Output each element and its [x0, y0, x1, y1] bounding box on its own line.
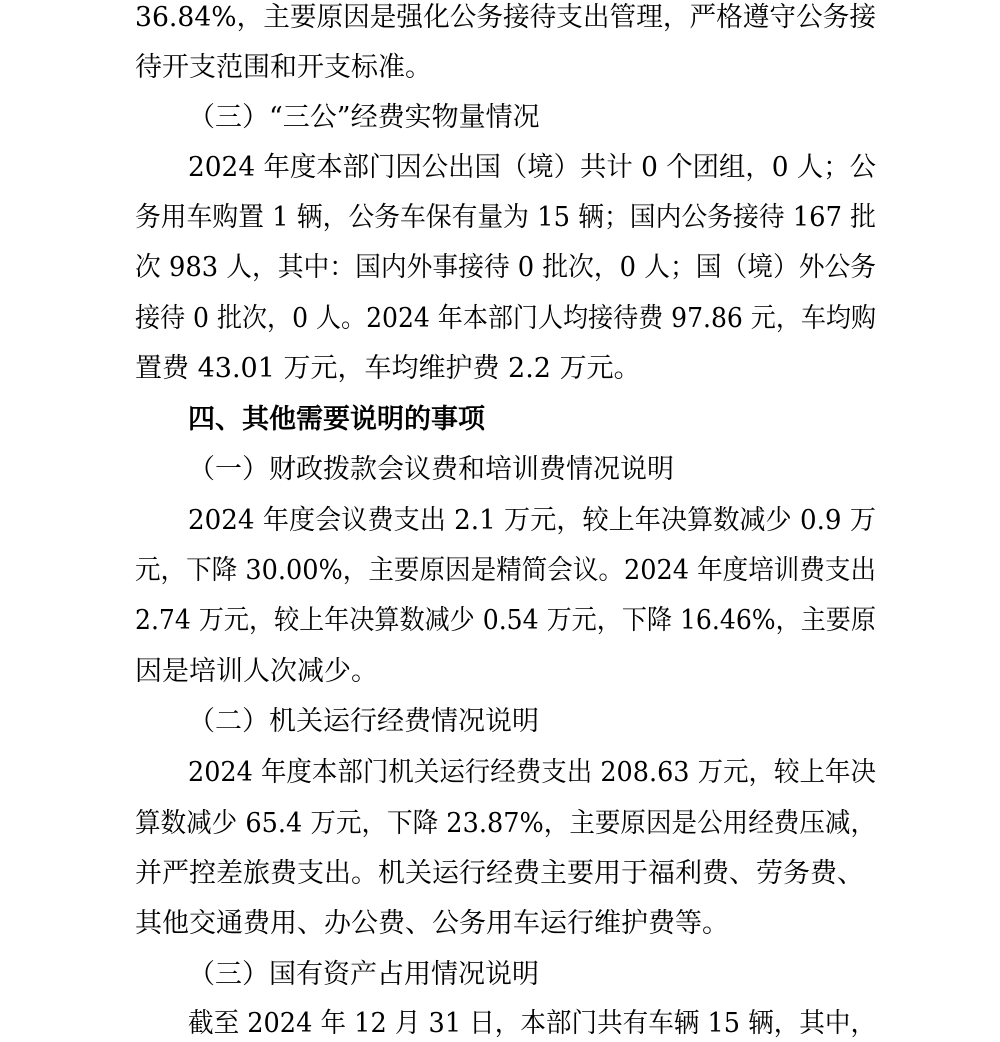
heading-text: 四、其他需要说明的事项 — [188, 404, 485, 435]
line-text: 待开支范围和开支标准。 — [135, 52, 432, 83]
section-heading — [0, 100, 1000, 136]
line-text: 36.84%，主要原因是强化公务接待支出管理，严格遵守公务接 — [135, 2, 876, 33]
heading-text: （三）“三公”经费实物量情况 — [188, 102, 540, 133]
line-text: 元，下降 30.00%，主要原因是精简会议。2024 年度培训费支出 — [135, 555, 877, 586]
paragraph-line — [0, 906, 1000, 942]
line-text: 务用车购置 1 辆，公务车保有量为 15 辆；国内公务接待 167 批 — [135, 202, 876, 233]
paragraph-line — [0, 301, 1000, 337]
paragraph-line — [0, 351, 1000, 387]
paragraph-line — [0, 50, 1000, 86]
section-heading — [0, 452, 1000, 488]
paragraph-line — [0, 806, 1000, 842]
heading-text: （二）机关运行经费情况说明 — [188, 706, 539, 737]
paragraph-line — [0, 1006, 1000, 1042]
line-text: 其他交通费用、办公费、公务用车运行维护费等。 — [135, 908, 729, 939]
line-text: 因是培训人次减少。 — [135, 656, 378, 687]
line-text: 2024 年度本部门因公出国（境）共计 0 个团组，0 人；公 — [188, 152, 876, 183]
paragraph-line — [0, 200, 1000, 236]
line-text: 接待 0 批次，0 人。2024 年本部门人均接待费 97.86 元，车均购 — [135, 303, 877, 334]
heading-text: （一）财政拨款会议费和培训费情况说明 — [188, 454, 674, 485]
line-text: 次 983 人，其中：国内外事接待 0 批次，0 人；国（境）外公务 — [135, 252, 877, 283]
line-text: 截至 2024 年 12 月 31 日，本部门共有车辆 15 辆，其中， — [188, 1008, 877, 1039]
section-heading — [0, 957, 1000, 993]
line-text: 并严控差旅费支出。机关运行经费主要用于福利费、劳务费、 — [135, 858, 864, 889]
line-text: 置费 43.01 万元，车均维护费 2.2 万元。 — [135, 353, 641, 384]
paragraph-line — [0, 654, 1000, 690]
line-text: 2024 年度本部门机关运行经费支出 208.63 万元，较上年决 — [188, 757, 876, 788]
paragraph-line — [0, 250, 1000, 286]
section-heading — [0, 704, 1000, 740]
paragraph-line — [0, 856, 1000, 892]
paragraph-line — [0, 553, 1000, 589]
paragraph-line — [0, 755, 1000, 791]
paragraph-line — [0, 150, 1000, 186]
line-text: 2.74 万元，较上年决算数减少 0.54 万元，下降 16.46%，主要原 — [135, 605, 876, 636]
line-text: 2024 年度会议费支出 2.1 万元，较上年决算数减少 0.9 万 — [188, 505, 876, 536]
paragraph-line — [0, 603, 1000, 639]
paragraph-line — [0, 0, 1000, 36]
chapter-heading — [0, 402, 1000, 438]
heading-text: （三）国有资产占用情况说明 — [188, 959, 539, 990]
line-text: 算数减少 65.4 万元，下降 23.87%，主要原因是公用经费压减， — [135, 808, 877, 839]
paragraph-line — [0, 503, 1000, 539]
